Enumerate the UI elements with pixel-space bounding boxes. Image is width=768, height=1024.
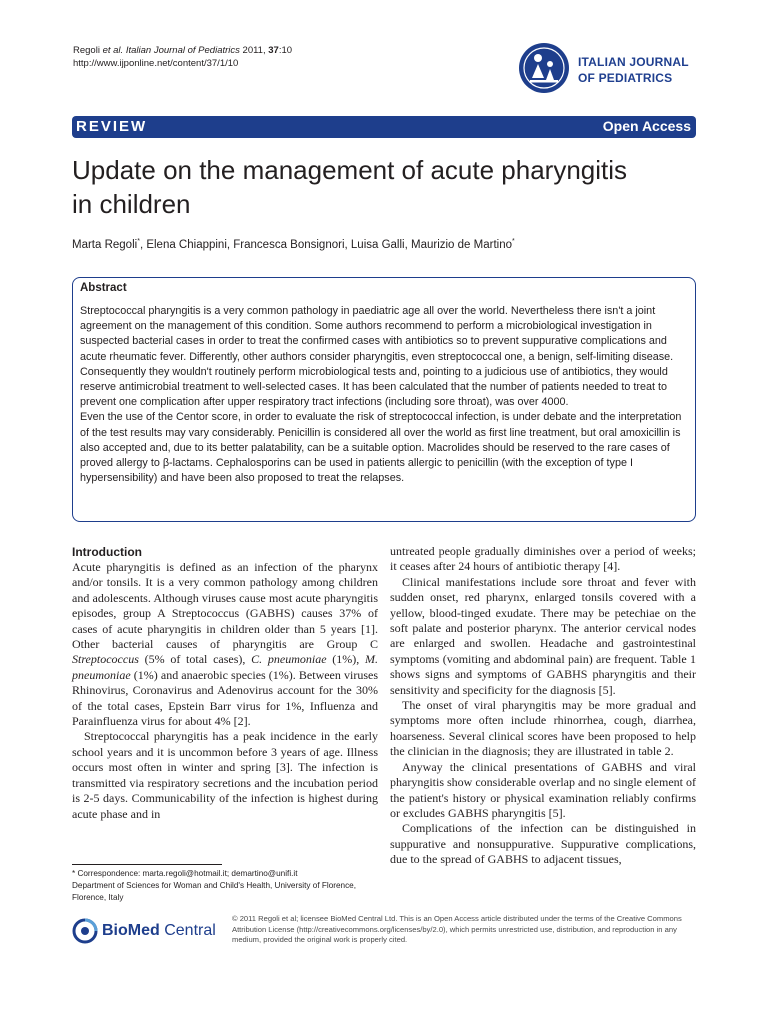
- author-name: Francesca Bonsignori: [233, 238, 345, 251]
- journal-logo: [518, 42, 698, 94]
- body-column-right: [390, 544, 696, 868]
- author-separator: ,: [344, 238, 351, 251]
- text-run: Acute pharyngitis is defined as an infection of the pharynx and/or tonsils. It is a very common pathology among children and adolescents. Although viruses cause most acute pharyngitis episodes, group A Streptococcus (GABHS) causes 37% of cases of acute pharyngitis in children older than 5 years [1]. Other bacterial causes of pharyngitis are Group C: [72, 560, 378, 652]
- title-line: Update on the management of acute pharyngitis: [72, 155, 628, 185]
- article-title: [72, 153, 712, 221]
- citation-journal: Italian Journal of Pediatrics: [123, 45, 240, 56]
- footnote-divider: [72, 864, 222, 865]
- text-run-italic: C. pneumoniae: [251, 652, 327, 667]
- publisher-name-bold: BioMed: [102, 922, 160, 939]
- text-run-italic: Streptococcus: [72, 652, 139, 667]
- abstract-text: [80, 304, 688, 486]
- article-type-banner: [72, 116, 696, 138]
- author-list: [72, 234, 712, 253]
- author-name: Luisa Galli: [350, 238, 405, 251]
- biomed-central-logo-icon: [72, 918, 98, 944]
- section-heading-introduction: Introduction: [72, 545, 142, 559]
- text-run-italic: M. pneumoniae: [72, 652, 378, 682]
- abstract-heading: Abstract: [80, 282, 127, 294]
- citation-line: [73, 44, 292, 57]
- author-separator: ,: [139, 238, 147, 251]
- footnote: [72, 868, 372, 904]
- journal-seal-icon: [518, 42, 570, 94]
- author-name: Maurizio de Martino: [411, 238, 512, 251]
- title-line: in children: [72, 189, 191, 219]
- abstract-paragraph: Even the use of the Centor score, in order to evaluate the risk of streptococcal infection, is under debate and the interpretation of the test results may vary considerably. Penicillin is considered all over the world as first line treatment, but oral amoxicillin is also accepted and, due to its better palatability, can be a suitable option. Macrolides should be reserved to the rare cases of proved allergy to β-lactams. Cephalosporins can be used in patients allergic to penicillin (with the exception of type I hypersensibility) and have been also proposed to treat the relapses.: [80, 411, 682, 485]
- corresponding-mark: *: [137, 238, 140, 245]
- journal-name: [578, 54, 689, 86]
- citation-et-al: et al.: [99, 45, 124, 56]
- body-paragraph: Anyway the clinical presentations of GABHS and viral pharyngitis show considerable overlap and no single element of the patient's history or physical examination reliably confirms or excludes GABHS pharyngitis [5].: [390, 759, 696, 820]
- open-access-label: Open Access: [602, 118, 691, 134]
- correspondence-line: * Correspondence: marta.regoli@hotmail.it; demartino@unifi.it: [72, 869, 298, 878]
- article-url[interactable]: http://www.ijponline.net/content/37/1/10: [73, 58, 239, 69]
- author-separator: ,: [404, 238, 411, 251]
- author-separator: ,: [226, 238, 234, 251]
- publisher-logo: [72, 916, 222, 948]
- author-name: Marta Regoli: [72, 238, 138, 251]
- citation-year: 2011,: [239, 45, 269, 56]
- body-paragraph: The onset of viral pharyngitis may be more gradual and symptoms more often include rhinorrhea, cough, diarrhea, hoarseness. Several clinical scores have been proposed to help the clinician in the diagnosis; they are illustrated in table 2.: [390, 698, 696, 759]
- citation-volume: 37: [268, 45, 279, 56]
- citation-header: [73, 44, 292, 70]
- abstract-box: [72, 277, 696, 522]
- text-run: (1%),: [326, 652, 365, 667]
- body-paragraph: Complications of the infection can be distinguished in suppurative and nonsuppurative. Suppurative complications, due to the spread of GABHS to adjacent tissues,: [390, 821, 696, 867]
- journal-name-line1: ITALIAN JOURNAL: [578, 55, 689, 69]
- citation-author: Regoli: [73, 45, 100, 56]
- author-name: Elena Chiappini: [146, 238, 227, 251]
- publisher-name-regular: Central: [159, 922, 216, 939]
- publisher-name: [102, 920, 216, 942]
- journal-name-line2: OF PEDIATRICS: [578, 71, 673, 85]
- affiliation-line: Department of Sciences for Woman and Child's Health, University of Florence, Florence, Italy: [72, 881, 357, 902]
- body-paragraph: untreated people gradually diminishes over a period of weeks; it ceases after 24 hours of antibiotic therapy [4].: [390, 544, 696, 574]
- text-run: (1%) and anaerobic species (1%). Between viruses Rhinovirus, Coronavirus and Adenovirus account for the 30% of the total cases, Epstein Barr virus for 1%, Influenza and Parainfluenza virus for about 4% [2].: [72, 667, 378, 729]
- citation-issue: :10: [278, 45, 293, 56]
- body-paragraph: Streptococcal pharyngitis has a peak incidence in the early school years and it is uncommon before 3 years of age. Illness occurs most often in winter and spring [3]. The infection is transmitted via respiratory secretions and the incubation period is 2-5 days. Communicability of the infection is highest during acute phase and in: [72, 729, 378, 821]
- corresponding-mark: *: [511, 238, 515, 245]
- abstract-paragraph: Streptococcal pharyngitis is a very common pathology in paediatric age all over the world. Nevertheless there isn't a joint agreement on the management of this condition. Some authors recommend to perform a microbiological investigation in suspected bacterial cases in order to treat the confirmed cases with antibiotics so to prevent suppurative complications and acute rheumatic fever. Differently, other authors consider pharyngitis, even streptococcal one, a benign, self-limiting disease. Consequently they wouldn't routinely perform microbiological tests and, pointing to a judicious use of antibiotics, they would reserve antimicrobial treatment to well-selected cases. It has been calculated that the number of patients needed to treat to prevent one complication after upper respiratory tract infections (including sore throat), was over 4000.: [80, 305, 674, 409]
- body-column-left: [72, 544, 378, 822]
- body-paragraph: [72, 560, 378, 729]
- body-paragraph: Clinical manifestations include sore throat and fever with sudden onset, red pharynx, enlarged tonsils covered with a yellow, blood-tinged exudate. There may be petechiae on the soft palate and posterior pharynx. The anterior cervical nodes are enlarged and swollen. Headache and gastrointestinal symptoms (vomiting and abdominal pain) are frequent. Table 1 shows signs and symptoms of GABHS pharyngitis and their sensitivity and specificity for the diagnosis [5].: [390, 574, 696, 697]
- license-text: © 2011 Regoli et al; licensee BioMed Central Ltd. This is an Open Access article distributed under the terms of the Creative Commons Attribution License (http://creativecommons.org/licenses/by/2.0), which permits unrestricted use, distribution, and reproduction in any medium, provided the original work is properly cited.: [232, 914, 682, 945]
- article-type-label: REVIEW: [76, 118, 148, 135]
- text-run: (5% of total cases),: [138, 652, 252, 667]
